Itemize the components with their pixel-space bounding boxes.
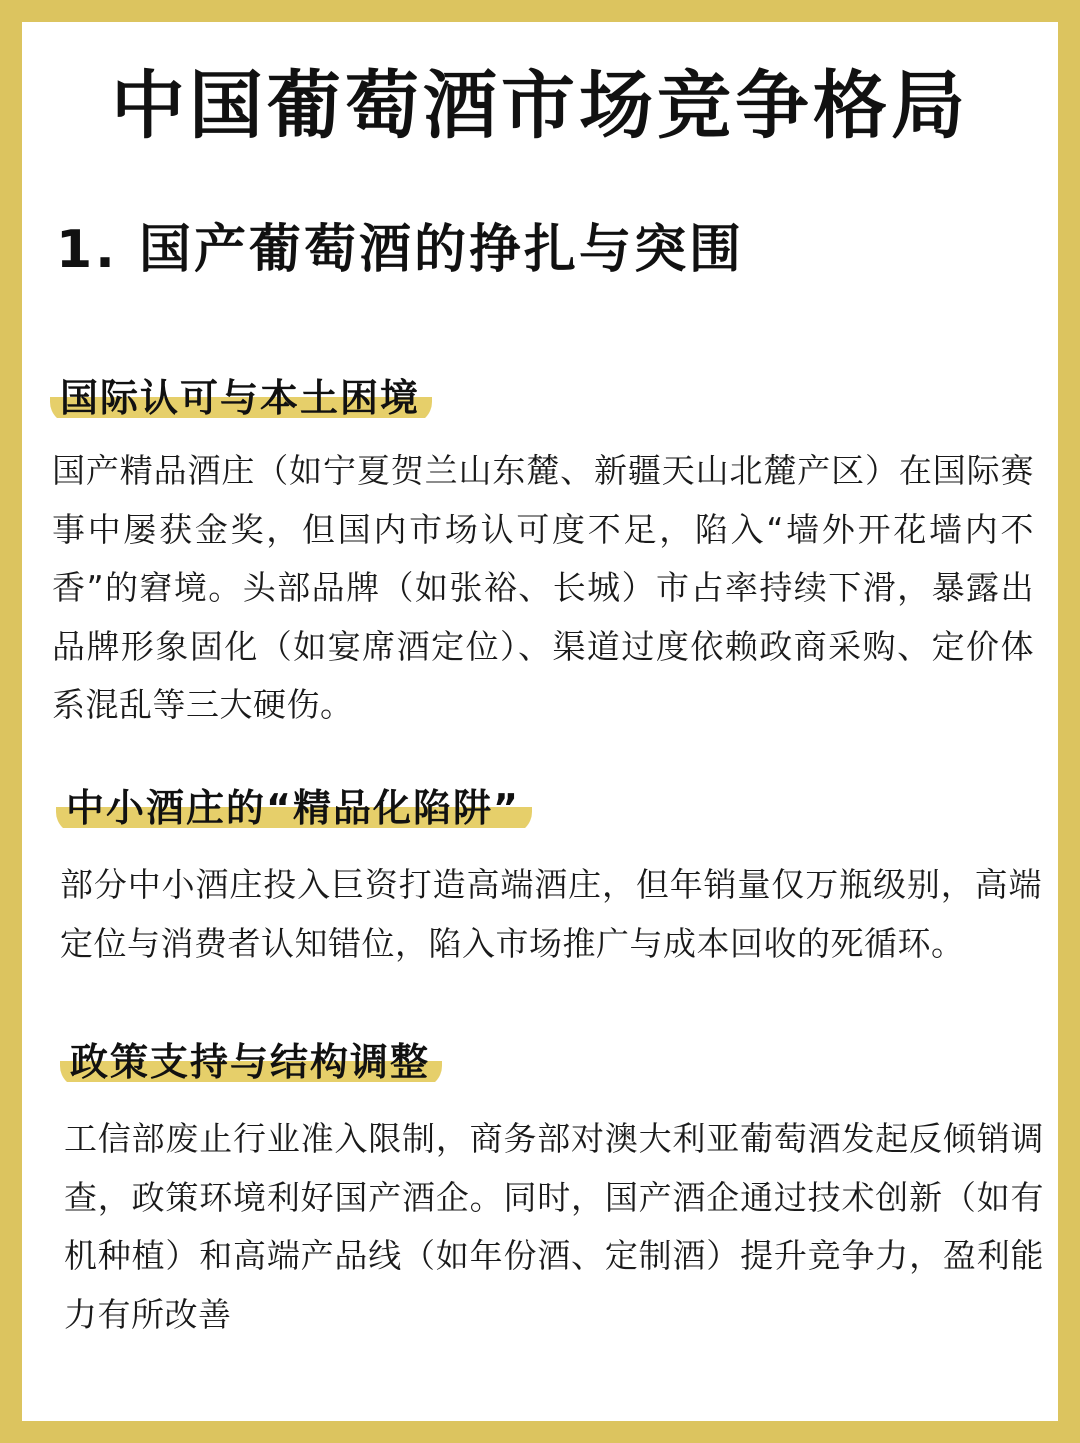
page-title: 中国葡萄酒市场竞争格局 — [111, 63, 969, 149]
paragraph-small-winery-trap: 部分中小酒庄投入巨资打造高端酒庄，但年销量仅万瓶级别，高端定位与消费者认知错位，陷入市场推广与成本回收的死循环。 — [60, 865, 1042, 963]
section-heading: 1. 国产葡萄酒的挣扎与突围 — [56, 220, 745, 280]
paragraph-international-recognition: 国产精品酒庄（如宁夏贺兰山东麓、新疆天山北麓产区）在国际赛事中屡获金奖，但国内市场认可度不足，陷入“墙外开花墙内不香”的窘境。头部品牌（如张裕、长城）市占率持续下滑，暴露出品牌形象固化（如宴席酒定位）、渠道过度依赖政商采购、定价体系混乱等三大硬伤。 — [52, 451, 1034, 724]
paragraph-policy-support: 工信部废止行业准入限制，商务部对澳大利亚葡萄酒发起反倾销调查，政策环境利好国产酒企。同时，国产酒企通过技术创新（如有机种植）和高端产品线（如年份酒、定制酒）提升竞争力，盈利能力有所改善 — [64, 1119, 1044, 1334]
subheading-small-winery-trap: 中小酒庄的“精品化陷阱” — [56, 782, 532, 834]
subheading-policy-support: 政策支持与结构调整 — [60, 1036, 442, 1088]
subheading-international-recognition: 国际认可与本土困境 — [50, 372, 432, 424]
